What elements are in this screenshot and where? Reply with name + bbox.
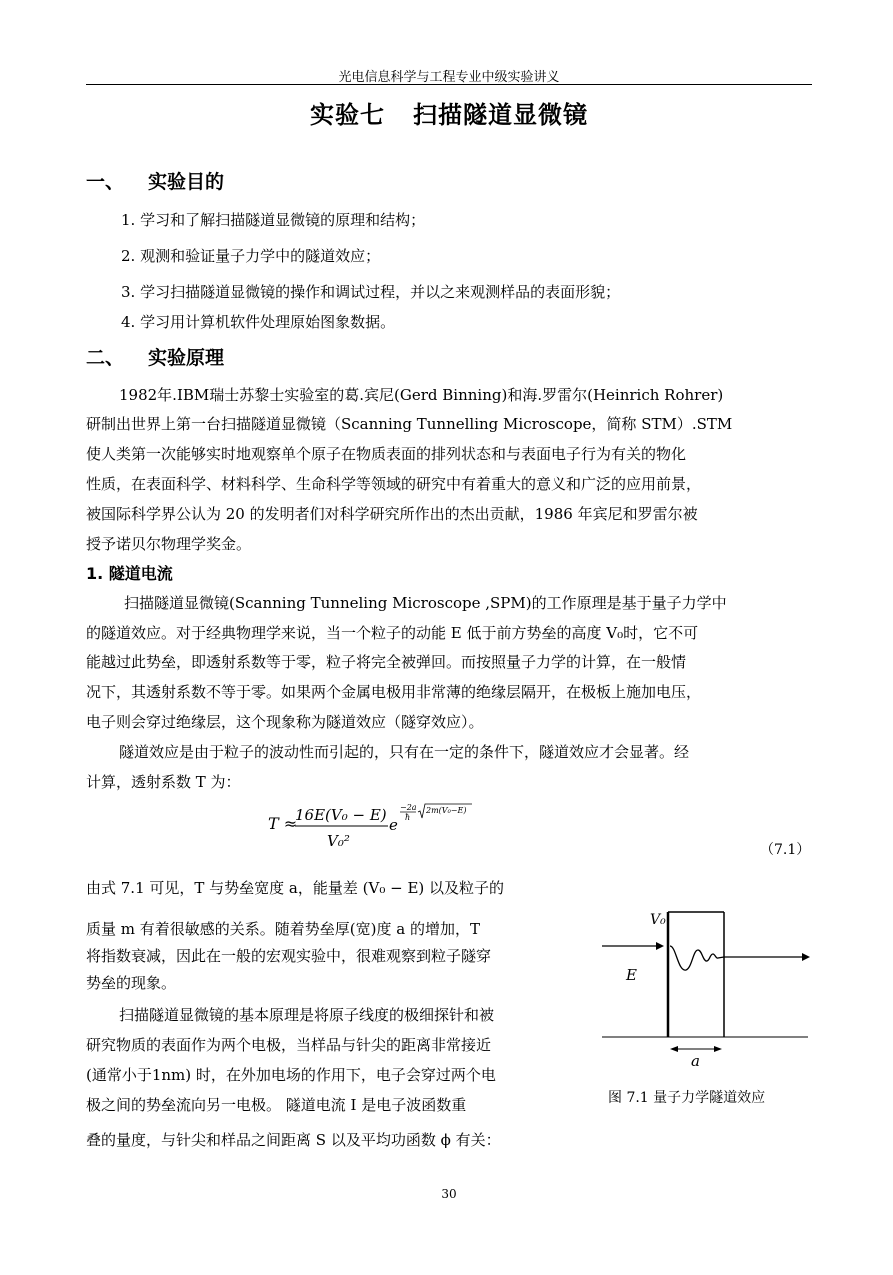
section-number: 一、 [86, 171, 125, 193]
objective-item: 3. 学习扫描隧道显微镜的操作和调试过程，并以之来观测样品的表面形貌； [121, 283, 621, 301]
tunneling-figure [600, 904, 812, 1074]
v0-label: V₀ [650, 912, 666, 928]
subsection-number: 1. [86, 564, 104, 583]
section-title: 实验目的 [148, 171, 225, 193]
outgoing-arrow-icon [802, 953, 810, 961]
paragraph-line: 质量 m 有着很敏感的关系。随着势垒厚(宽)度 a 的增加，T [86, 920, 480, 938]
objective-item: 2. 观测和验证量子力学中的隧道效应； [121, 247, 381, 265]
objective-item: 1. 学习和了解扫描隧道显微镜的原理和结构； [121, 211, 426, 229]
incoming-arrow-icon [656, 942, 664, 950]
paragraph-line: 隧道效应是由于粒子的波动性而引起的，只有在一定的条件下，隧道效应才会显著。经 [119, 743, 690, 761]
paragraph-line: 计算，透射系数 T 为： [86, 773, 241, 791]
intro-line: 性质，在表面科学、材料科学、生命科学等领域的研究中有着重大的意义和广泛的应用前景， [86, 475, 702, 493]
paragraph-line: 由式 7.1 可见，T 与势垒宽度 a，能量差 (V₀ − E) 以及粒子的 [86, 879, 505, 897]
subsection-heading [86, 561, 173, 584]
subsection-title: 隧道电流 [108, 564, 173, 583]
intro-line: 授予诺贝尔物理学奖金。 [86, 535, 252, 553]
width-arrow-left-icon [670, 1046, 678, 1052]
paragraph-line: (通常小于1nm) 时，在外加电场的作用下，电子会穿过两个电 [86, 1066, 496, 1084]
exponent-numerator: −2a [400, 803, 417, 812]
intro-line: 被国际科学界公认为 20 的发明者们对科学研究所作出的杰出贡献，1986 年宾尼和罗雷尔被 [86, 505, 698, 523]
objective-item: 4. 学习用计算机软件处理原始图象数据。 [121, 313, 396, 331]
paragraph-line: 扫描隧道显微镜的基本原理是将原子线度的极细探针和被 [119, 1006, 495, 1024]
paragraph-line: 叠的量度，与针尖和样品之间距离 S 以及平均功函数 ϕ 有关： [86, 1131, 501, 1149]
paragraph-line: 研究物质的表面作为两个电极，当样品与针尖的距离非常接近 [86, 1036, 492, 1054]
title-experiment-name: 扫描隧道显微镜 [413, 101, 588, 129]
exponent-radicand: 2m(V₀−E) [426, 806, 467, 815]
paragraph-line: 的隧道效应。对于经典物理学来说，当一个粒子的动能 E 低于前方势垒的高度 V₀时，它不可 [86, 624, 699, 642]
exponent-denominator: ħ [405, 813, 411, 822]
paragraph-line: 况下，其透射系数不等于零。如果两个金属电极用非常薄的绝缘层隔开，在极板上施加电压， [86, 683, 702, 701]
paragraph-line: 扫描隧道显微镜(Scanning Tunneling Microscope ,SPM)的工作原理是基于量子力学中 [124, 594, 727, 612]
equation-7-1 [260, 798, 500, 858]
decaying-wave [670, 946, 724, 970]
title-experiment-number: 实验七 [310, 101, 385, 129]
equation-denominator: V₀² [327, 832, 350, 850]
paragraph-line: 极之间的势垒流向另一电极。 隧道电流 I 是电子波函数重 [86, 1096, 467, 1114]
page-number: 30 [441, 1187, 457, 1201]
width-label: a [691, 1052, 700, 1070]
intro-line: 使人类第一次能够实时地观察单个原子在物质表面的排列状态和与表面电子行为有关的物化 [86, 445, 687, 463]
page-title [86, 95, 812, 130]
energy-label: E [626, 966, 637, 984]
section-heading-objectives [86, 167, 224, 194]
equation-lhs: T ≈ [268, 814, 298, 833]
equation-number: （7.1） [760, 842, 811, 858]
paragraph-line: 将指数衰减，因此在一般的宏观实验中，很难观察到粒子隧穿 [86, 947, 492, 965]
section-title: 实验原理 [148, 347, 225, 369]
paragraph-line: 电子则会穿过绝缘层，这个现象称为隧道效应（隧穿效应）。 [86, 713, 484, 731]
intro-line: 研制出世界上第一台扫描隧道显微镜（Scanning Tunnelling Microscope，简称 STM）.STM [86, 415, 733, 433]
paragraph-line: 能越过此势垒，即透射系数等于零，粒子将完全被弹回。而按照量子力学的计算，在一般情 [86, 653, 687, 671]
running-header: 光电信息科学与工程专业中级实验讲义 [338, 70, 560, 85]
equation-numerator: 16E(V₀ − E) [295, 806, 387, 824]
exponential-base: e [389, 816, 398, 834]
figure-caption: 图 7.1 量子力学隧道效应 [608, 1090, 766, 1106]
header-rule [86, 84, 812, 85]
section-number: 二、 [86, 347, 125, 369]
paragraph-line: 势垒的现象。 [86, 974, 177, 992]
intro-line: 1982年.IBM瑞士苏黎士实验室的葛.宾尼(Gerd Binning)和海.罗雷尔(Heinrich Rohrer) [119, 386, 724, 404]
section-heading-principle [86, 343, 224, 370]
width-arrow-right-icon [714, 1046, 722, 1052]
